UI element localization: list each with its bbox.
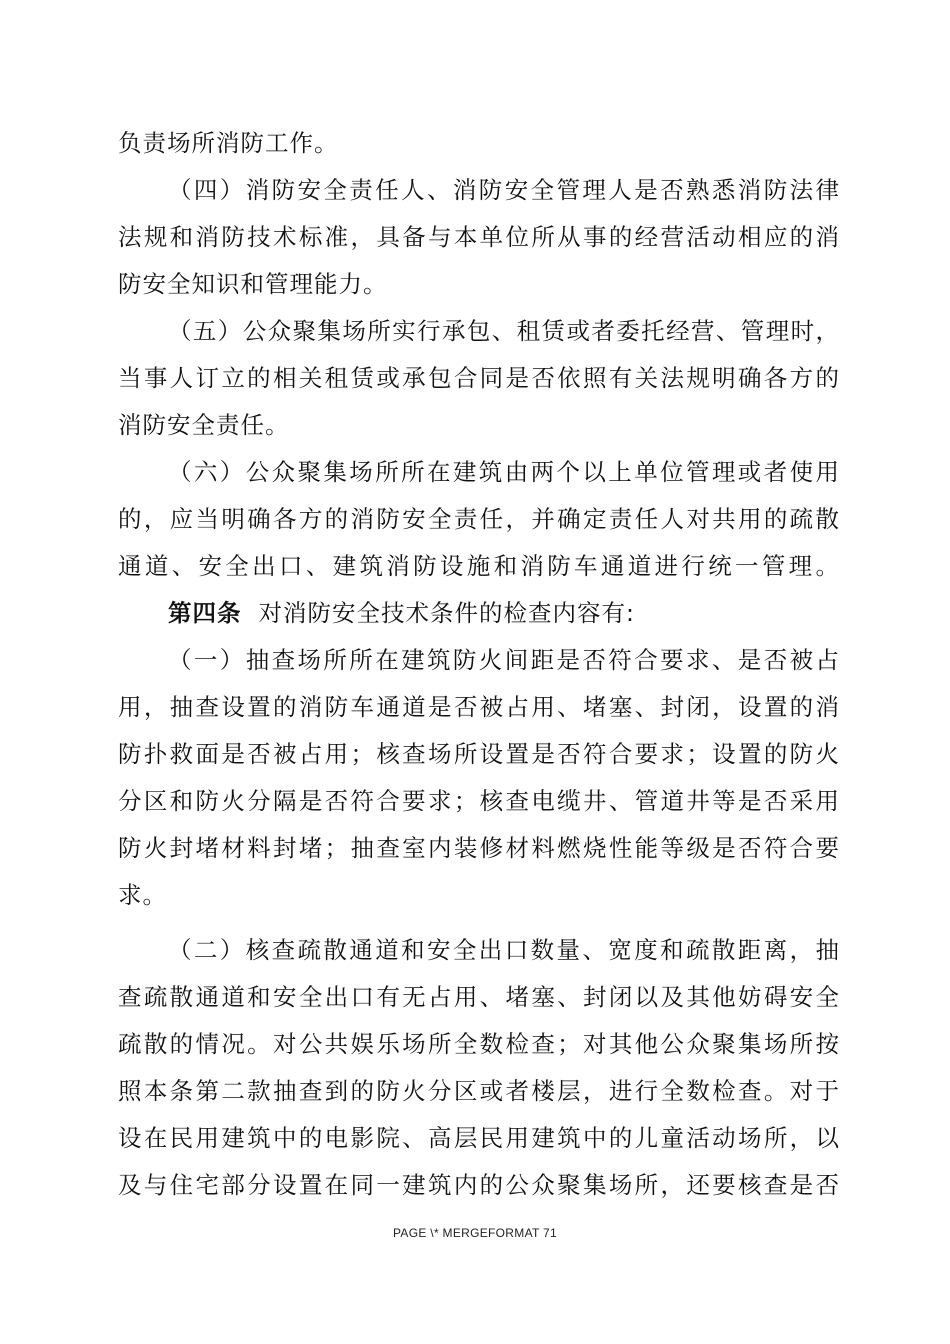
text-line: 分区和防火分隔是否符合要求；核查电缆井、管道井等是否采用 [118,787,840,815]
text-line: 法规和消防技术标准，具备与本单位所从事的经营活动相应的消 [118,223,840,251]
document-body [118,120,840,1209]
text-line: 的，应当明确各方的消防安全责任，并确定责任人对共用的疏散 [118,505,840,533]
text-line: 用，抽查设置的消防车通道是否被占用、堵塞、封闭，设置的消 [118,693,840,721]
text-line: 设在民用建筑中的电影院、高层民用建筑中的儿童活动场所，以 [118,1124,840,1152]
article-heading-line [118,590,840,637]
text-line: 当事人订立的相关租赁或承包合同是否依照有关法规明确各方的 [118,364,840,392]
text-line: 查疏散通道和安全出口有无占用、堵塞、封闭以及其他妨碍安全 [118,983,840,1011]
text-line: （二）核查疏散通道和安全出口数量、宽度和疏散距离，抽 [168,936,840,964]
text-line: （一）抽查场所所在建筑防火间距是否符合要求、是否被占 [168,646,840,674]
page-footer: PAGE \* MERGEFORMAT 71 [393,1226,557,1240]
text-line: 防火封堵材料封堵；抽查室内装修材料燃烧性能等级是否符合要 [118,834,840,862]
text-line: （五）公众聚集场所实行承包、租赁或者委托经营、管理时， [168,317,840,345]
text-line: 疏散的情况。对公共娱乐场所全数检查；对其他公众聚集场所按 [118,1030,840,1058]
article-text: 对消防安全技术条件的检查内容有: [258,599,635,627]
text-line: 通道、安全出口、建筑消防设施和消防车通道进行统一管理。 [118,552,840,580]
text-line: 负责场所消防工作。 [118,129,339,157]
article-number: 第四条 [168,599,242,627]
text-line: 防扑救面是否被占用；核查场所设置是否符合要求；设置的防火 [118,740,840,768]
text-line: 及与住宅部分设置在同一建筑内的公众聚集场所，还要核查是否 [118,1171,840,1199]
text-line: 照本条第二款抽查到的防火分区或者楼层，进行全数检查。对于 [118,1077,840,1105]
paragraph-gap [118,919,840,927]
text-line: 求。 [118,881,167,909]
text-line: 消防安全责任。 [118,411,290,439]
text-line: （四）消防安全责任人、消防安全管理人是否熟悉消防法律 [168,176,840,204]
text-line: 防安全知识和管理能力。 [118,270,388,298]
text-line: （六）公众聚集场所所在建筑由两个以上单位管理或者使用 [168,458,840,486]
